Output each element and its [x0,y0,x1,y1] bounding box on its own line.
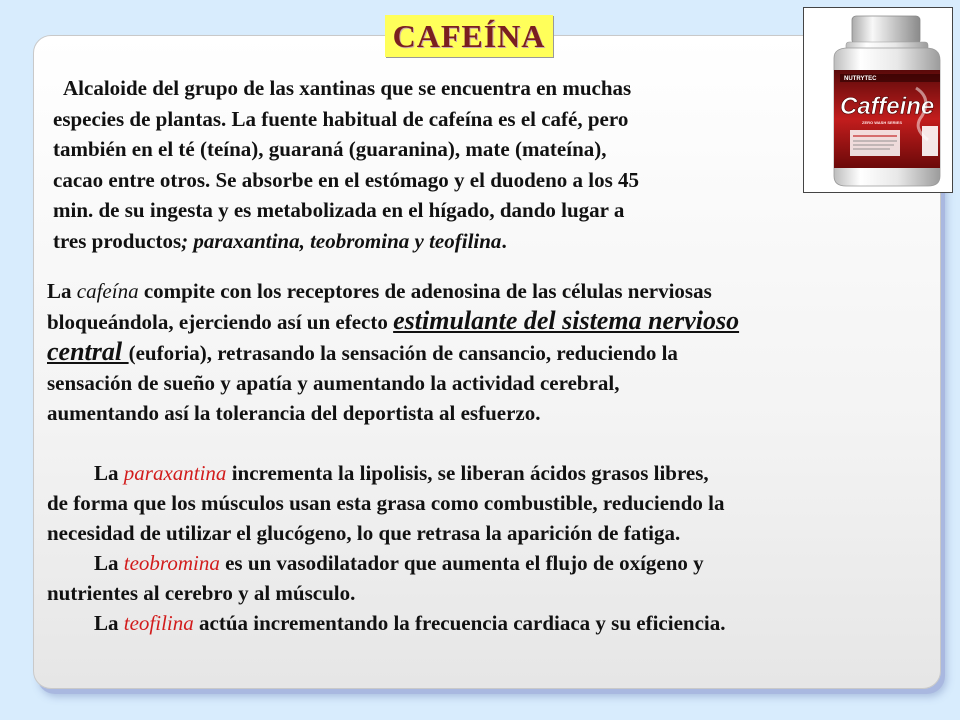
bottle-cap [852,16,920,44]
p1-line-2: bloqueándola, ejerciendo así un efecto estimulante del sistema nervioso [47,306,740,335]
emphasis-stimulant: estimulante del sistema nervioso [393,306,740,335]
p4-line-1: La teofilina actúa incrementando la frecuencia cardiaca y su eficiencia. [94,611,726,635]
intro-line-5: min. de su ingesta y es metabolizada en el hígado, dando lugar a [53,198,625,222]
body-text [47,276,927,638]
p2-line-3: necesidad de utilizar el glucógeno, lo que retrasa la aparición de fatiga. [47,521,681,545]
caffeine-product-photo [803,7,953,193]
p1-line-5: aumentando así la tolerancia del deportista al esfuerzo. [47,401,541,425]
term-teobromina: teobromina [123,551,220,575]
p2-line-1: La paraxantina incrementa la lipolisis, se liberan ácidos grasos libres, [94,461,709,485]
term-cafeina: cafeína [76,279,139,303]
intro-line-3: también en el té (teína), guaraná (guaranina), mate (mateína), [53,137,607,161]
brand-text: NUTRYTEC [844,76,877,82]
term-teofilina: teofilina [123,611,194,635]
intro-line-4: cacao entre otros. Se absorbe en el estómago y el duodeno a los 45 [53,167,640,192]
metabolites-list: ; paraxantina, teobromina y teofilina [181,228,502,253]
p1-line-1: La cafeína compite con los receptores de adenosina de las células nerviosas [47,279,712,303]
term-paraxantina: paraxantina [123,461,227,485]
p1-line-4: sensación de sueño y apatía y aumentando la actividad cerebral, [47,371,620,395]
label-panel [850,130,900,156]
page-title: CAFEÍNA [385,15,553,57]
product-subtitle-text: ZERO WASH SERIES [862,120,903,125]
supplement-bottle-image [804,8,952,192]
intro-paragraph [52,73,802,256]
intro-line-6: tres productos; paraxantina, teobromina y teofilina. [53,228,507,253]
product-name-text: Caffeine [840,93,935,120]
p3-line-2: nutrientes al cerebro y al músculo. [47,581,356,605]
p2-line-2: de forma que los músculos usan esta grasa como combustible, reduciendo la [47,491,725,515]
intro-line-1: Alcaloide del grupo de las xantinas que se encuentra en muchas [63,76,632,100]
p1-line-3: central (euforia), retrasando la sensación de cansancio, reduciendo la [47,337,678,366]
intro-line-2: especies de plantas. La fuente habitual de cafeína es el café, pero [53,106,629,131]
emphasis-central: central [47,337,129,366]
p3-line-1: La teobromina es un vasodilatador que aumenta el flujo de oxígeno y [94,551,704,575]
